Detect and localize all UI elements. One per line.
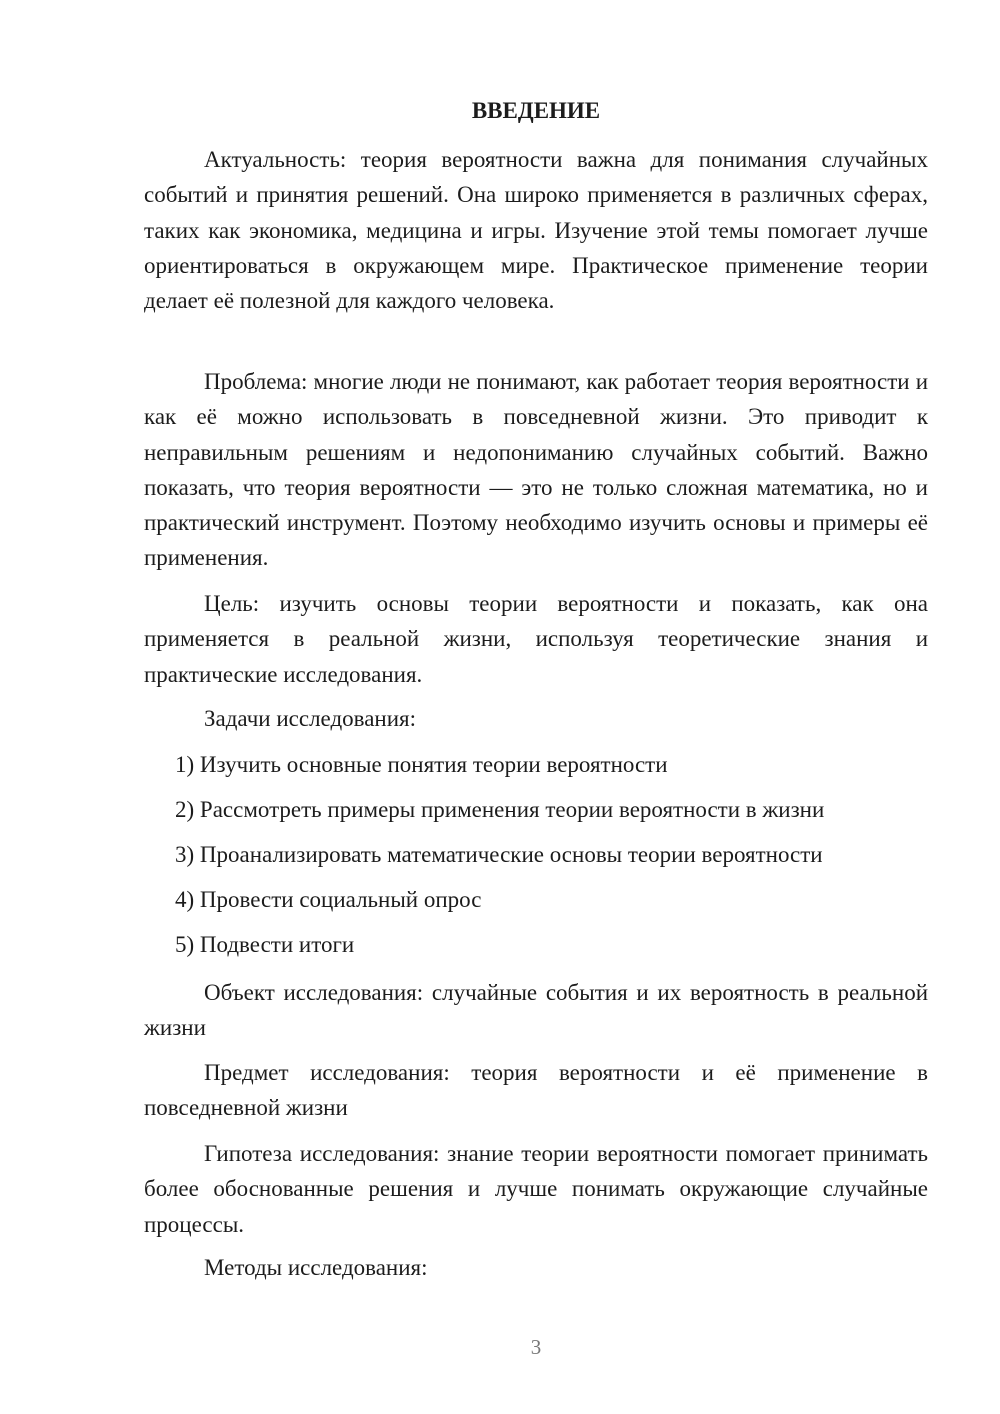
subject-paragraph: Предмет исследования: теория вероятности и её применение в повседневной жизни xyxy=(144,1060,928,1121)
tasks-heading: Задачи исследования: xyxy=(204,706,417,731)
page-number: 3 xyxy=(530,1335,542,1359)
task-item: 3) Проанализировать математические основы теории вероятности xyxy=(175,842,823,867)
task-item: 4) Провести социальный опрос xyxy=(175,887,482,912)
problem-paragraph: Проблема: многие люди не понимают, как работает теория вероятности и как её можно использовать в повседневной жизни. Это приводит к неправильным решениям и недопониманию случайных событий. Важно показать, что теория вероятности — это не только сложная математика, но и практический инструмент. Поэтому необходимо изучить основы и примеры её применения. xyxy=(144,369,928,571)
hypothesis-paragraph: Гипотеза исследования: знание теории вероятности помогает принимать более обоснованные решения и лучше понимать окружающие случайные процессы. xyxy=(144,1141,928,1237)
relevance-paragraph: Актуальность: теория вероятности важна для понимания случайных событий и принятия решений. Она широко применяется в различных сферах, таких как экономика, медицина и игры. Изучение этой темы помогает лучше ориентироваться в окружающем мире. Практическое применение теории делает её полезной для каждого человека. xyxy=(144,147,928,314)
goal-paragraph: Цель: изучить основы теории вероятности и показать, как она применяется в реальной жизни, используя теоретические знания и практические исследования. xyxy=(144,591,928,687)
object-paragraph: Объект исследования: случайные события и их вероятность в реальной жизни xyxy=(144,980,928,1041)
task-item: 5) Подвести итоги xyxy=(175,932,355,957)
methods-heading: Методы исследования: xyxy=(204,1255,428,1280)
task-item: 1) Изучить основные понятия теории вероятности xyxy=(175,752,668,777)
section-title: ВВЕДЕНИЕ xyxy=(471,98,601,123)
task-item: 2) Рассмотреть примеры применения теории вероятности в жизни xyxy=(175,797,825,822)
